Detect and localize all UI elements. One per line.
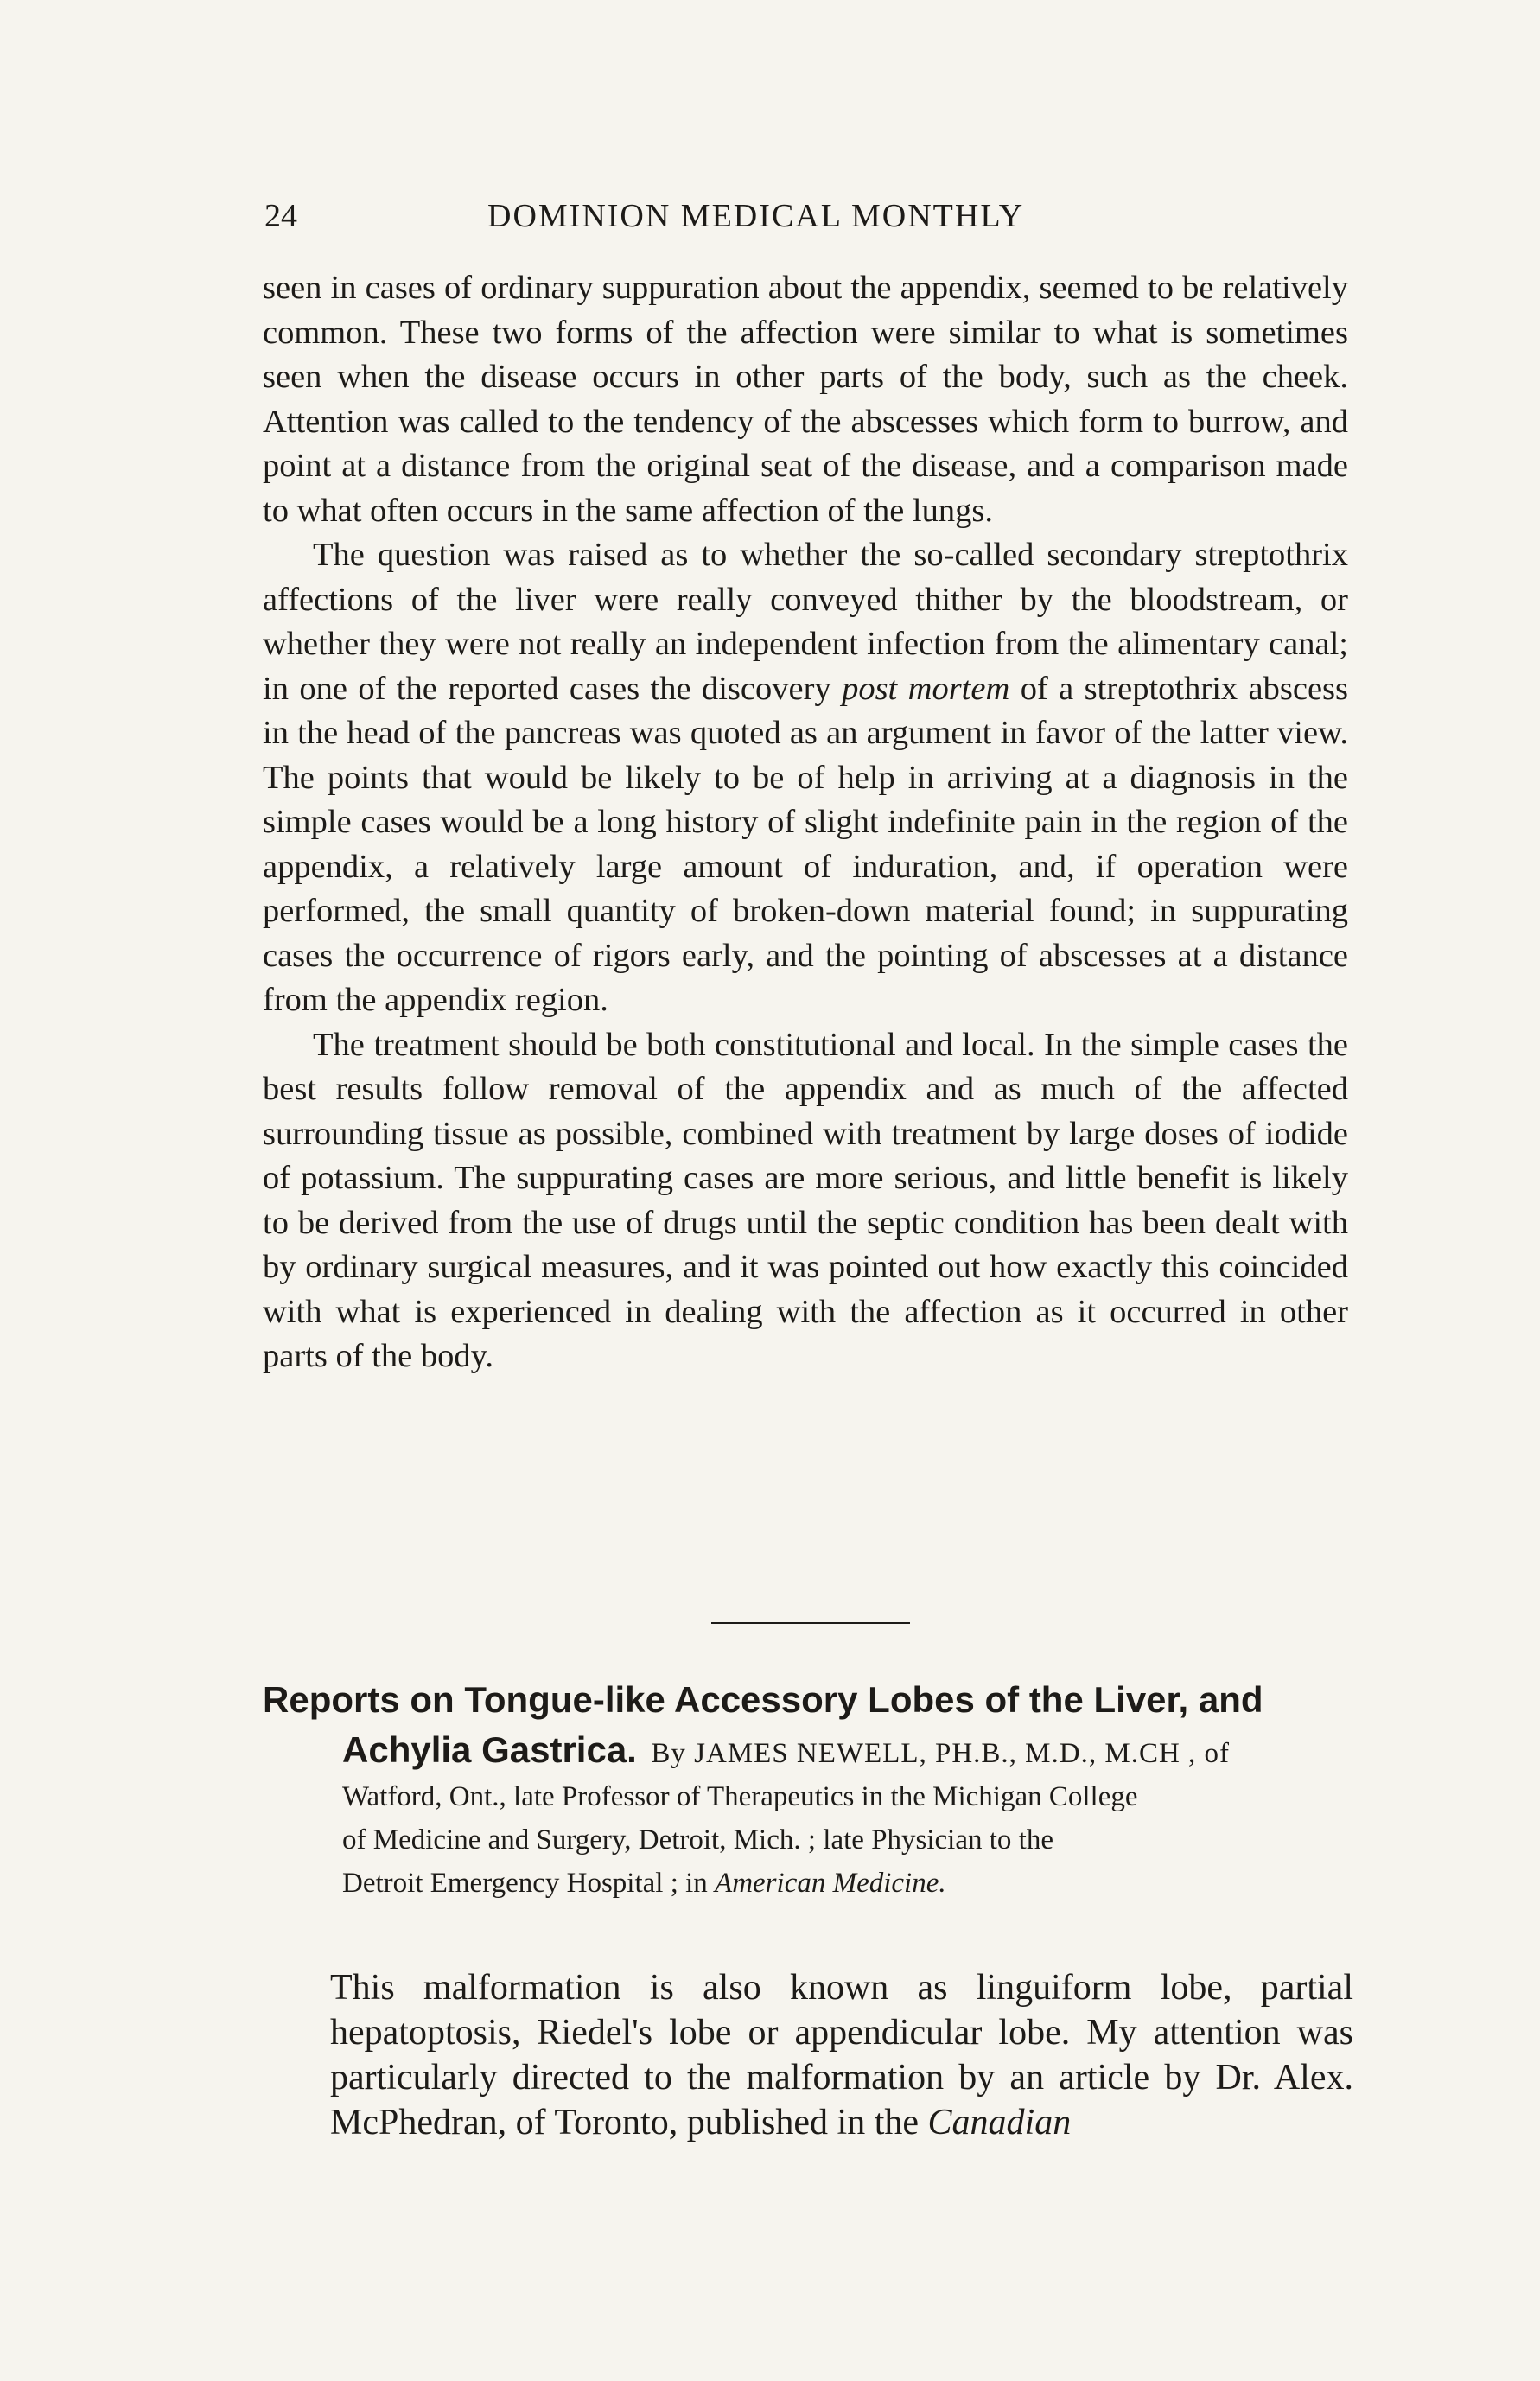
report-affiliation: Watford, Ont., late Professor of Therapeutics in the Michigan College <box>342 1781 1138 1812</box>
running-title: DOMINION MEDICAL MONTHLY <box>487 198 1025 234</box>
report-title: Reports on Tongue-like Accessory Lobes of the Liver, and <box>263 1679 1263 1720</box>
report-body <box>330 1965 1353 2145</box>
italic-journal: Canadian <box>927 2103 1072 2142</box>
paragraph-continuation: seen in cases of ordinary suppuration about the appendix, seemed to be relatively common. These two forms of the affection were similar to what is sometimes seen when the disease occurs in other parts of the body, such as the cheek. Attention was called to the tendency of the abscesses which form to burrow, and point at a distance from the original seat of the disease, and a comparison made to what often occurs in the same affection of the lungs. <box>263 270 1348 529</box>
report-text: This malformation is also known as linguiform lobe, partial hepatoptosis, Riedel's lobe or appendicular lobe. My attention was particularly directed to the malformation by an article by Dr. Alex. McPhedran, of Toronto, published in the <box>330 1968 1353 2142</box>
page-header <box>264 197 1353 245</box>
page-number: 24 <box>264 198 297 234</box>
report-affiliation <box>263 1862 1353 1905</box>
affiliation-text: Detroit Emergency Hospital ; in <box>342 1868 708 1899</box>
report-title-cont: Achylia Gastrica. <box>342 1729 637 1770</box>
paragraph-text: The question was raised as to whether the so-called secondary streptothrix affections of the liver were really conveyed thither by the bloodstream, or whether they were not really an independent infection from the alimentary canal; in one of the reported cases the discovery <box>263 537 1348 707</box>
paragraph-question <box>263 533 1348 1023</box>
report-byline: By JAMES NEWELL, PH.B., M.D., M.CH , of <box>651 1738 1231 1769</box>
source-journal: American Medicine. <box>715 1868 946 1899</box>
report-paragraph <box>330 1965 1353 2145</box>
report-affiliation: of Medicine and Surgery, Detroit, Mich. ; late Physician to the <box>342 1824 1053 1856</box>
report-title-line <box>263 1678 1353 1725</box>
paragraph-treatment: The treatment should be both constitutional and local. In the simple cases the best results follow removal of the appendix and as much of the affected surrounding tissue as possible, combined with treatment by large doses of iodide of potassium. The suppurating cases are more serious, and little benefit is likely to be derived from the use of drugs until the septic condition has been dealt with by ordinary surgical measures, and it was pointed out how exactly this coincided with what is experienced in dealing with the affection as it occurred in other parts of the body. <box>263 1026 1348 1374</box>
italic-term: post mortem <box>842 670 1010 707</box>
report-heading <box>263 1678 1353 1905</box>
paragraph-text: of a streptothrix abscess in the head of the pancreas was quoted as an argument in favor of the latter view. The points that would be likely to be of help in arriving at a diagnosis in the simple cases would be a long history of slight indefinite pain in the region of the appendix, a relatively large amount of induration, and, if operation were performed, the small quantity of broken-down material found; in suppurating cases the occurrence of rigors early, and the pointing of abscesses at a distance from the appendix region. <box>263 670 1349 1018</box>
report-title-line <box>263 1728 1353 1775</box>
section-divider <box>711 1622 910 1624</box>
article-body <box>263 266 1348 1379</box>
